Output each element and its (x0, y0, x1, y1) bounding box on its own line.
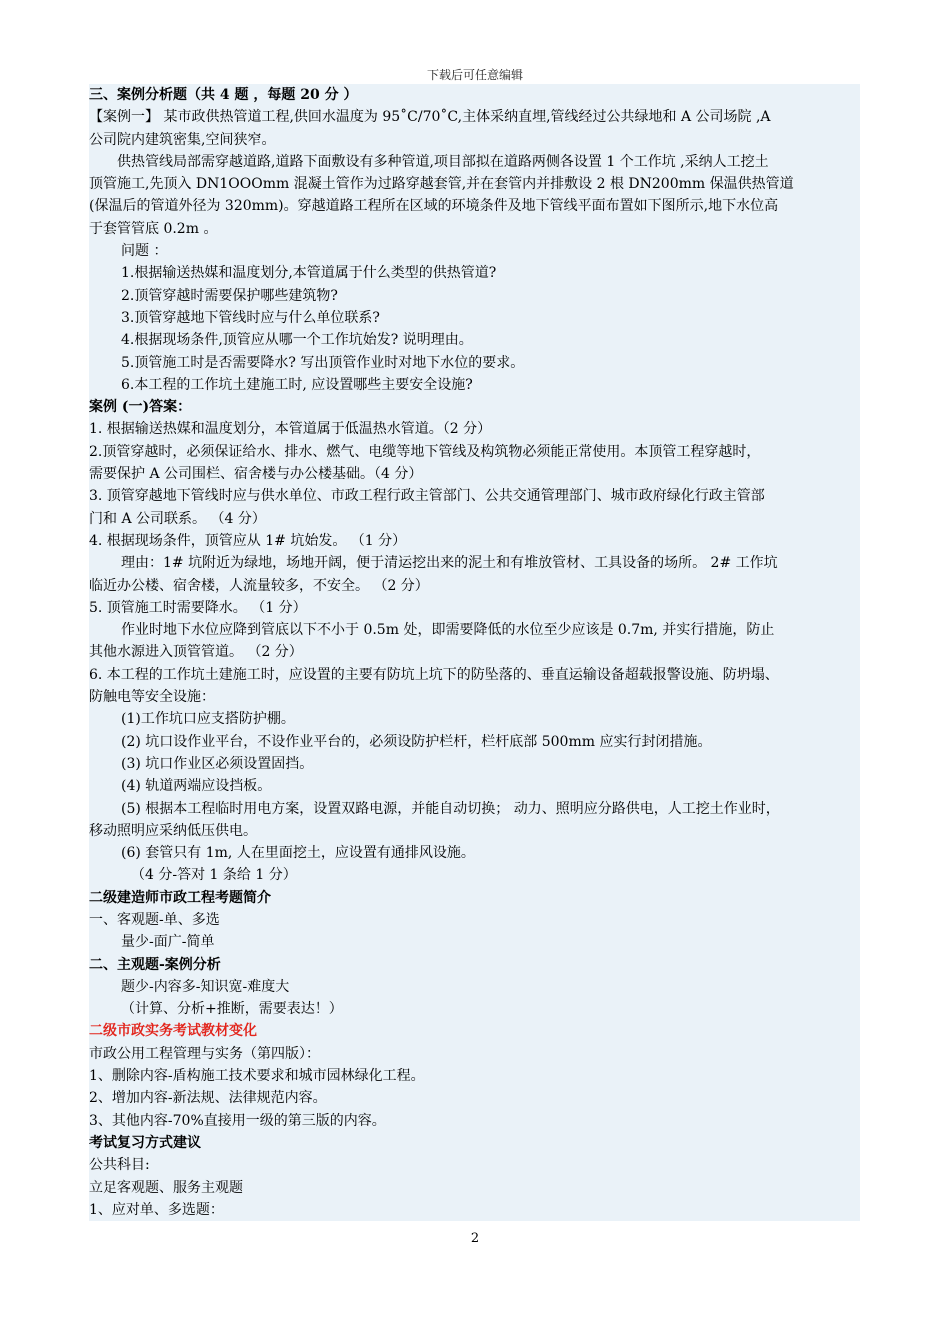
text-line: (保温后的管道外径为 320mm)。穿越道路工程所在区域的环境条件及地下管线平面布置如下图所示,地下水位高 (89, 198, 779, 215)
text-line: 公司院内建筑密集,空间狭窄。 (89, 131, 276, 148)
text-line: (4) 轨道两端应设挡板。 (121, 778, 272, 795)
text-line: 量少-面广-简单 (121, 934, 215, 951)
text-line: 其他水源进入顶管管道。 （2 分） (89, 644, 303, 661)
text-line: 于套管管底 0.2m 。 (89, 220, 218, 237)
text-line: 考试复习方式建议 (89, 1134, 201, 1151)
text-line: 防触电等安全设施： (89, 689, 215, 706)
text-line: 市政公用工程管理与实务（第四版）： (89, 1045, 320, 1062)
text-line: 【案例一】 某市政供热管道工程,供回水温度为 95˚C/70˚C,主体采纳直埋,管线经过公共绿地和 A 公司场院 ,A (89, 109, 771, 126)
page-header: 下载后可任意编辑 (426, 68, 523, 82)
text-line: （4 分-答对 1 条给 1 分） (131, 867, 297, 884)
text-line: 1、应对单、多选题： (89, 1201, 224, 1218)
text-line: 1.根据输送热媒和温度划分,本管道属于什么类型的供热管道? (121, 265, 497, 282)
text-line: 移动照明应采纳低压供电。 (89, 822, 257, 839)
text-line: 问题 ： (121, 243, 168, 260)
text-line: 作业时地下水位应降到管底以下不小于 0.5m 处，即需要降低的水位至少应该是 0.7m, 并实行措施，防止 (121, 622, 775, 639)
text-line: 临近办公楼、宿舍楼，人流量较多，不安全。 （2 分） (89, 577, 429, 594)
text-line: 顶管施工,先顶入 DN1OOOmm 混凝土管作为过路穿越套管,并在套管内并排敷设 2 根 DN200mm 保温供热管道 (89, 176, 794, 193)
text-line: 2.顶管穿越时，必须保证给水、排水、燃气、电缆等地下管线及构筑物必须能正常使用。本顶管工程穿越时， (89, 443, 761, 460)
text-line: (2) 坑口设作业平台，不设作业平台的，必须设防护栏杆，栏杆底部 500mm 应实行封闭措施。 (121, 733, 712, 750)
text-line: 二、主观题-案例分析 (89, 956, 221, 973)
text-line: （计算、分析+推断，需要表达！） (121, 1001, 343, 1018)
text-line: 4. 根据现场条件，顶管应从 1# 坑始发。 （1 分） (89, 532, 407, 549)
text-line: 1、删除内容-盾构施工技术要求和城市园林绿化工程。 (89, 1068, 425, 1085)
text-line: 6. 本工程的工作坑土建施工时，应设置的主要有防坑上坑下的防坠落的、垂直运输设备超载报警设施、防坍塌、 (89, 666, 779, 683)
page-number: 2 (470, 1231, 480, 1246)
text-line: 公共科目: (89, 1157, 150, 1174)
text-line: 二级建造师市政工程考题简介 (89, 889, 271, 906)
text-line: 3.顶管穿越地下管线时应与什么单位联系? (121, 309, 380, 326)
text-line: 5. 顶管施工时需要降水。 （1 分） (89, 599, 307, 616)
text-line: 4.根据现场条件,顶管应从哪一个工作坑始发? 说明理由。 (121, 332, 473, 349)
text-line: 2.顶管穿越时需要保护哪些建筑物? (121, 287, 338, 304)
text-line: 立足客观题、服务主观题 (89, 1179, 243, 1196)
text-line: 3、其他内容-70%直接用一级的第三版的内容。 (89, 1112, 386, 1129)
text-line: 6.本工程的工作坑土建施工时, 应设置哪些主要安全设施? (121, 376, 473, 393)
text-line: 一、客观题-单、多选 (89, 911, 220, 928)
text-line: 3. 顶管穿越地下管线时应与供水单位、市政工程行政主管部门、公共交通管理部门、城市政府绿化行政主管部 (89, 488, 765, 505)
text-line: 案例 (一)答案： (89, 399, 192, 416)
text-line: 题少-内容多-知识宽-难度大 (121, 978, 290, 995)
text-line: (1)工作坑口应支搭防护棚。 (121, 711, 295, 728)
text-line: 三、案例分析题（共 4 题 ，每题 20 分 ） (89, 87, 358, 103)
text-line: 供热管线局部需穿越道路,道路下面敷设有多种管道,项目部拟在道路两侧各设置 1 个工作坑 ,采纳人工挖土 (117, 153, 769, 170)
document-body (89, 84, 860, 1221)
text-line: (5) 根据本工程临时用电方案，设置双路电源，并能自动切换； 动力、照明应分路供电，人工挖土作业时， (121, 800, 780, 817)
text-line: 理由：1# 坑附近为绿地，场地开阔，便于清运挖出来的泥土和有堆放管材、工具设备的场所。 2# 工作坑 (121, 555, 778, 572)
text-line: 需要保护 A 公司围栏、宿舍楼与办公楼基础。（4 分） (89, 466, 423, 483)
text-line: 二级市政实务考试教材变化 (89, 1023, 257, 1040)
text-line: 1. 根据输送热媒和温度划分，本管道属于低温热水管道。（2 分） (89, 421, 492, 438)
text-line: 门和 A 公司联系。 （4 分） (89, 510, 266, 527)
text-line: (3) 坑口作业区必须设置固挡。 (121, 755, 314, 772)
text-line: 2、增加内容-新法规、法律规范内容。 (89, 1090, 327, 1107)
text-line: 5.顶管施工时是否需要降水? 写出顶管作业时对地下水位的要求。 (121, 354, 525, 371)
text-line: (6) 套管只有 1m, 人在里面挖土，应设置有通排风设施。 (121, 845, 475, 862)
